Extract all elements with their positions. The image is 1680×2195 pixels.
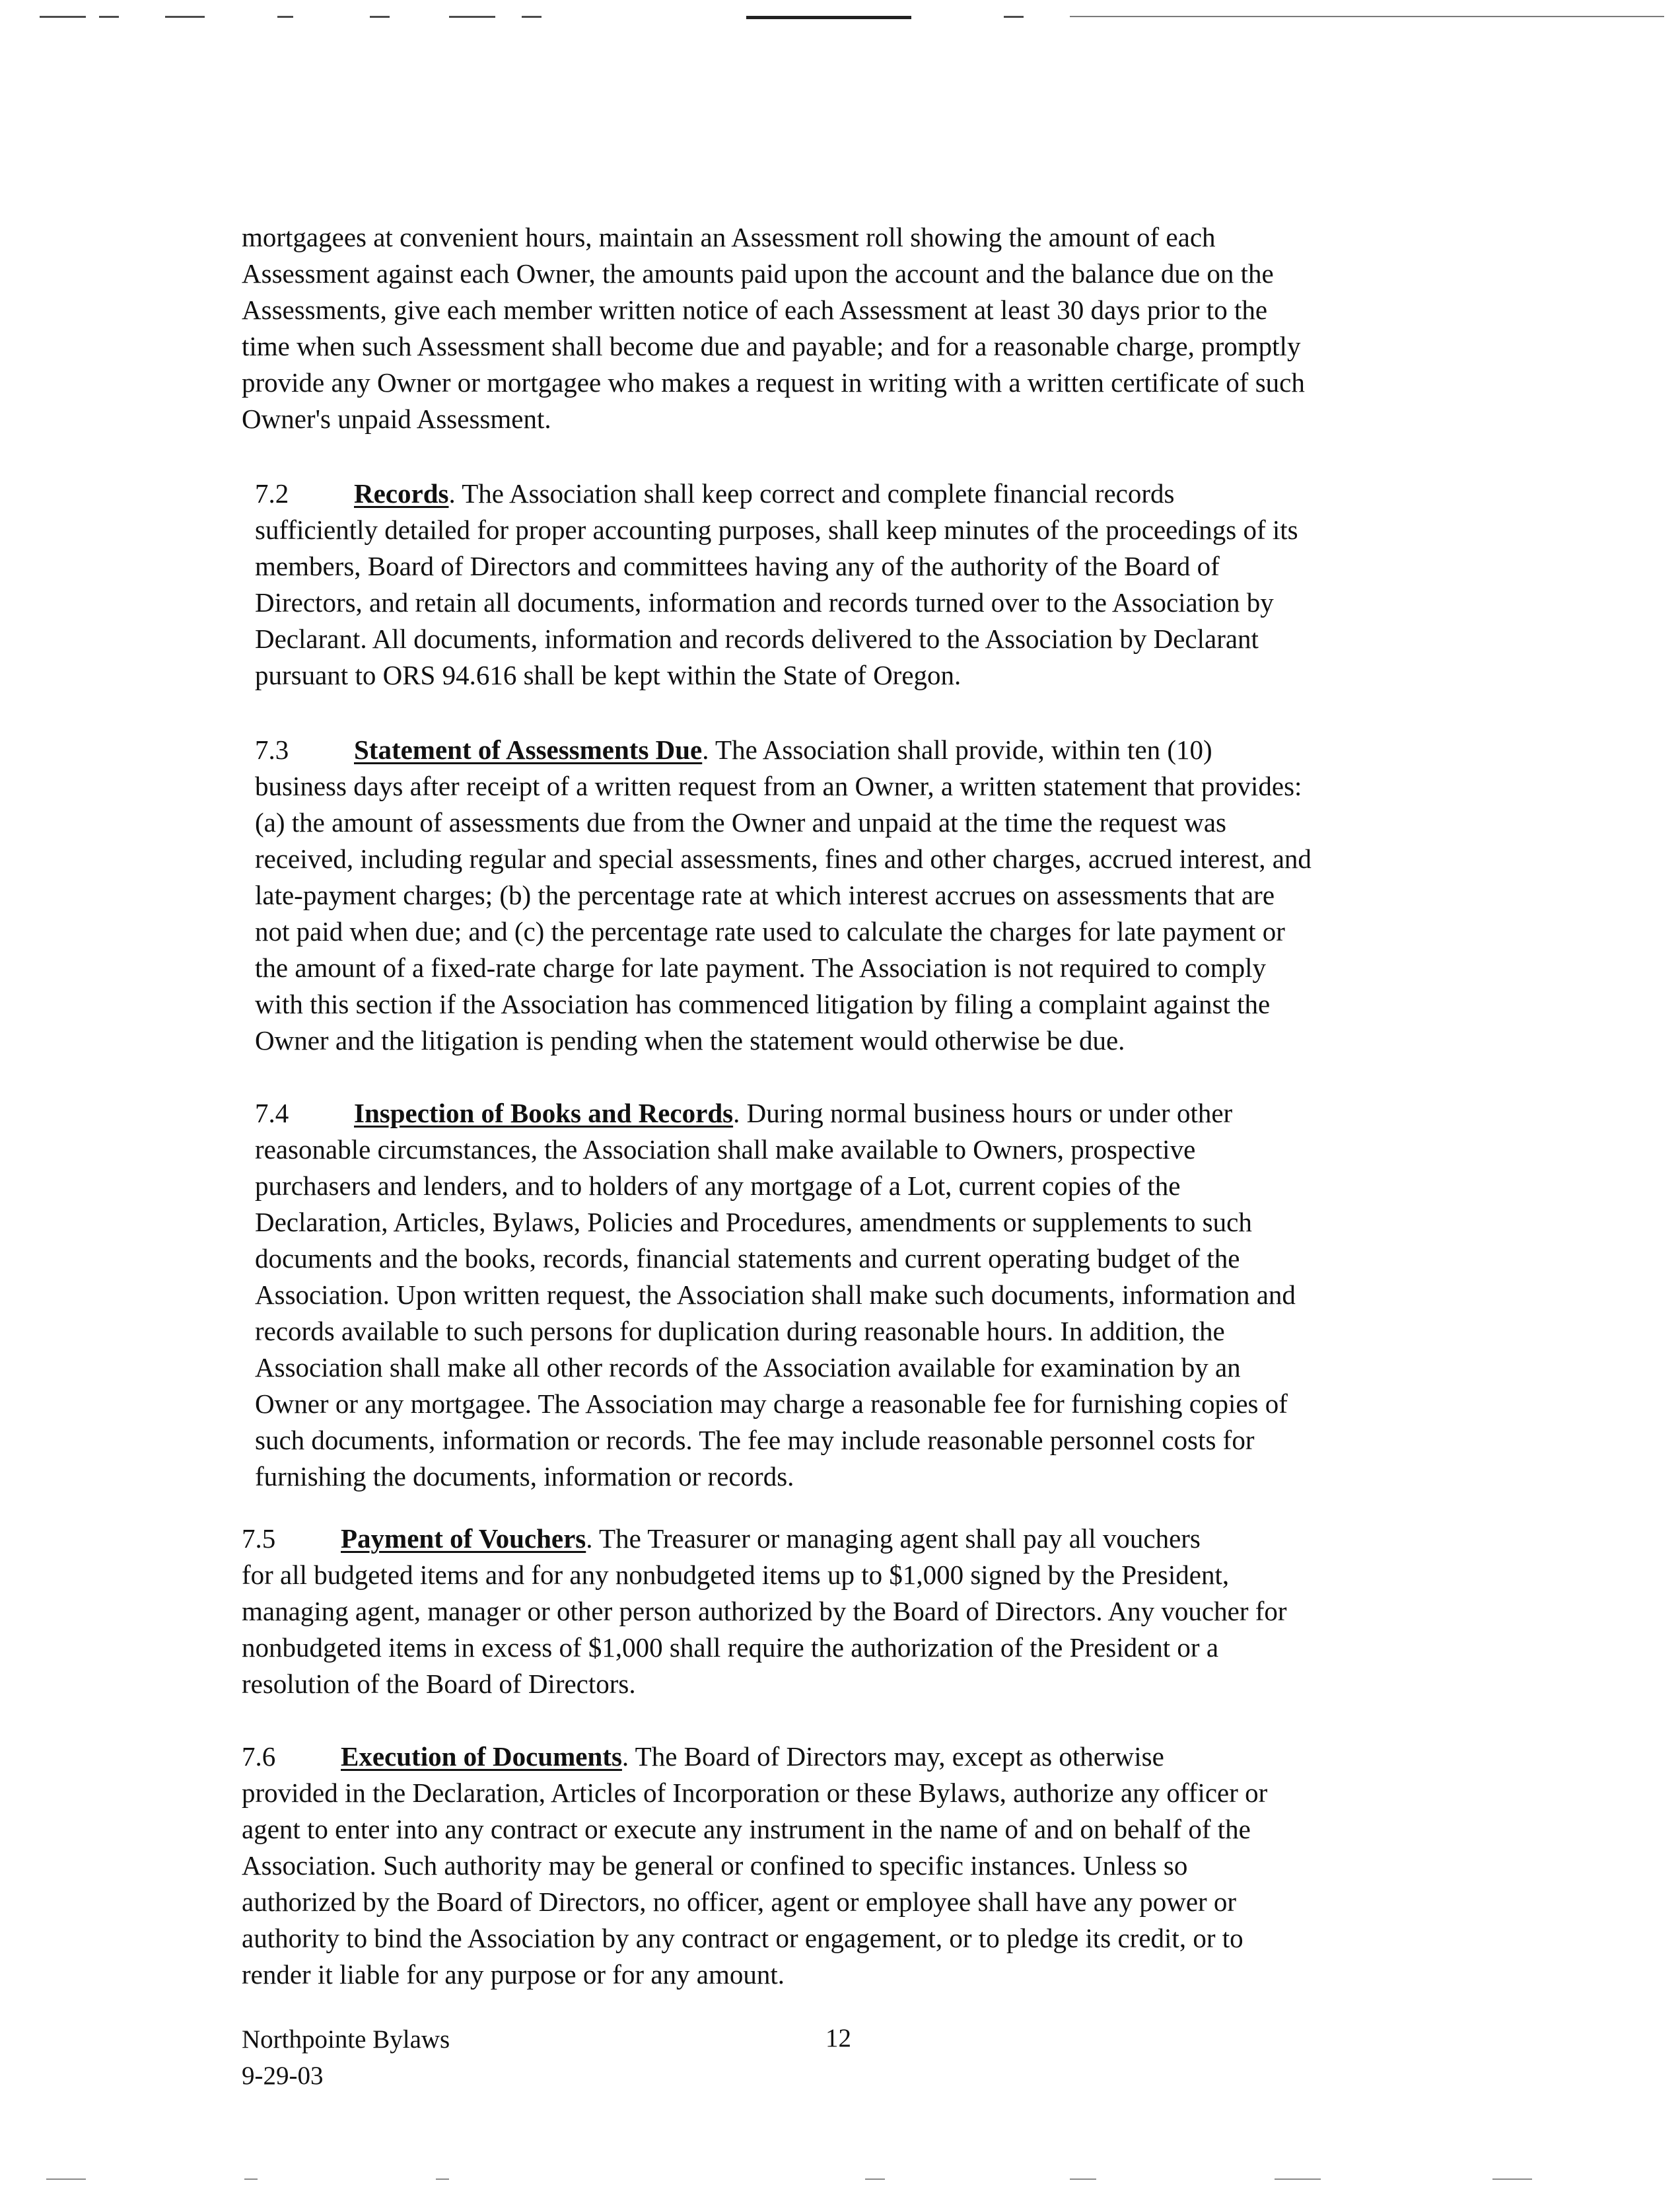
section-number: 7.6 — [242, 1741, 276, 1772]
section-body: . The Board of Directors may, except as otherwise provided in the Declaration, Articles of Incorporation or these Bylaws, authorize any officer or agent to enter into any contract or execute any instrument in the name of and on behalf of the Association. Such authority may be general or confined to specific instances. Unless so authorized by the Board of Directors, no officer, agent or employee shall have any power or authority to bind the Association by any contract or engagement, or to pledge its credit, or to render it liable for any purpose or for any amount. — [242, 1741, 1268, 1990]
section-body: . The Association shall keep correct and complete financial records sufficiently detailed for proper accounting purposes, shall keep minutes of the proceedings of its members, Board of Directors and committees having any of the authority of the Board of Directors, and retain all documents, information and records turned over to the Association by Declarant. All documents, information and records delivered to the Association by Declarant pursuant to ORS 94.616 shall be kept within the State of Oregon. — [255, 478, 1298, 690]
section-7-6 — [242, 1739, 1267, 1993]
section-7-3 — [255, 732, 1312, 1059]
section-body: . The Treasurer or managing agent shall pay all vouchers for all budgeted items and for any nonbudgeted items up to $1,000 signed by the President, managing agent, manager or other person authorized by the Board of Directors. Any voucher for nonbudgeted items in excess of $1,000 shall require the authorization of the President or a resolution of the Board of Directors. — [242, 1523, 1287, 1699]
scan-artifact-bottom — [0, 2178, 1680, 2182]
footer-date: 9-29-03 — [242, 2062, 324, 2090]
section-number: 7.5 — [242, 1523, 276, 1554]
page-number: 12 — [825, 2024, 851, 2052]
section-heading: Inspection of Books and Records — [354, 1098, 734, 1128]
footer-document-info — [242, 2021, 450, 2094]
continuation-paragraph: mortgagees at convenient hours, maintain an Assessment roll showing the amount of each Assessment against each Owner, the amounts paid upon the account and the balance due on the Assessments, give each member written notice of each Assessment at least 30 days prior to the time when such Assessment shall become due and payable; and for a reasonable charge, promptly provide any Owner or mortgagee who makes a request in writing with a written certificate of such Owner's unpaid Assessment. — [242, 222, 1305, 434]
section-number: 7.4 — [255, 1098, 289, 1128]
section-7-4 — [255, 1095, 1296, 1495]
section-heading: Statement of Assessments Due — [354, 735, 703, 765]
section-heading: Execution of Documents — [341, 1741, 622, 1772]
footer-title: Northpointe Bylaws — [242, 2025, 450, 2054]
section-heading: Records — [354, 478, 449, 509]
section-7-2 — [255, 476, 1298, 694]
section-body: . The Association shall provide, within ten (10) business days after receipt of a written request from an Owner, a written statement that provides: (a) the amount of assessments due from the Owner and unpaid at the time the request was received, including regular and special assessments, fines and other charges, accrued interest, and late-payment charges; (b) the percentage rate at which interest accrues on assessments that are not paid when due; and (c) the percentage rate used to calculate the charges for late payment or the amount of a fixed-rate charge for late payment. The Association is not required to comply with this section if the Association has commenced litigation by filing a complaint against the Owner and the litigation is pending when the statement would otherwise be due. — [255, 735, 1312, 1056]
section-body: . During normal business hours or under other reasonable circumstances, the Association shall make available to Owners, prospective purchasers and lenders, and to holders of any mortgage of a Lot, current copies of the Declaration, Articles, Bylaws, Policies and Procedures, amendments or supplements to such documents and the books, records, financial statements and current operating budget of the Association. Upon written request, the Association shall make such documents, information and records available to such persons for duplication during reasonable hours. In addition, the Association shall make all other records of the Association available for examination by an Owner or any mortgagee. The Association may charge a reasonable fee for furnishing copies of such documents, information or records. The fee may include reasonable personnel costs for furnishing the documents, information or records. — [255, 1098, 1296, 1492]
section-7-5 — [242, 1521, 1287, 1702]
scan-artifact-top — [0, 16, 1680, 21]
section-number: 7.3 — [255, 735, 289, 765]
section-heading: Payment of Vouchers — [341, 1523, 586, 1554]
section-number: 7.2 — [255, 478, 289, 509]
